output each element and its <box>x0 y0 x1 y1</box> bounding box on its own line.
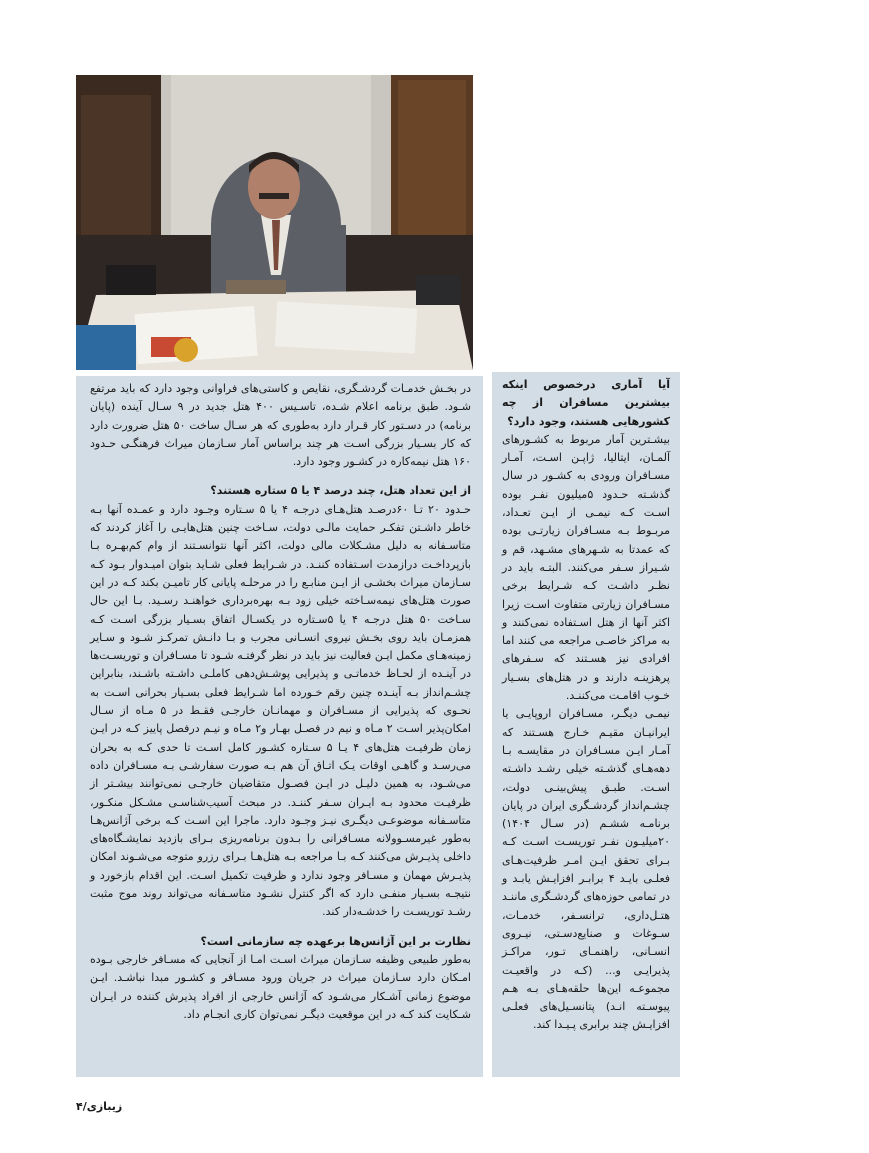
side-paragraph-1: بیشـترین آمار مربوط به کشـورهای آلمـان، ایتالیا، ژاپـن اسـت، آمـار مسـافران ورودی به کشـور در سال گذشـته حـدود ۵میلیون نفـر بوده اسـت کـه نیمـی از ایـن تعـداد، مربـوط بـه مسـافران زیارتـی بوده که عمدتا به شـهرهای مشـهد، قم و شـیراز سـفر می‌کنند. البتـه باید در نظـر داشـت کـه شـرایط برخی مسـافران زیارتی متفاوت اسـت زیرا اکثر آنها از هتل اسـتفاده نمی‌کنند و به مراکز خاصـی مراجعه می کنند اما افرادی نیز هسـتند که سـفرهای پرهزینـه دارند و در هتل‌های بسـیار خـوب اقامـت می‌کننـد. <box>502 432 670 703</box>
main-paragraph-3: به‌طور طبیعی وظیفه سـازمان میراث اسـت امـا از آنجایی که مسـافر خارجی بـوده امـکان دارد سـازمان میراث در جریان ورود مسـافر و کشـور مبدا نباشـد. ایـن موضوع زمانی آشـکار می‌شـود که آژانس خارجی از افراد پذیرش کننده در ایـران شـکایت کند کـه در این موقعیت دیگـر نمی‌توان کاری انجـام داد. <box>90 952 471 1021</box>
main-paragraph-1: در بخـش خدمـات گردشـگری، نقایص و کاستی‌های فراوانی وجود دارد که باید مرتفع شـود. طبق برنامه اعلام شـده، تاسـیس ۴۰۰ هتل جدید در ۹ سـال آینده (پایان برنامه) در دسـتور کار قـرار دارد به‌طوری که هر سـال ساخت ۵۰ هتل ضرورت دارد که کار بسـیار بزرگی اسـت هر چند براساس آمار سـازمان میراث فرهنگـی حـدود ۱۶۰ هتل نیمه‌کاره در کشـور وجود دارد. <box>90 382 471 469</box>
main-paragraph-2: حـدود ۲۰ تـا ۶۰درصـد هتل‌هـای درجـه ۴ یا ۵ سـتاره وجـود دارد و عمـده آنها بـه خاطر داشـتن تفکـر حمایت مالـی دولت، سـاخت چنین هتل‌هایـی را آغاز کردند که متاسـفانه به دلیل مشـکلات مالی دولت، اکثر آنها نتوانسـتند از وام کم‌بهـره بـا بازپرداخـت درازمدت اسـتفاده کننـد. در شـرایط فعلی شـاید بتوان امیـدوار بـود کـه سـازمان میراث بخشـی از ایـن منابـع را در مرحلـه پایانی کار تامیـن بکند کـه در این صورت هتل‌های نیمه‌سـاخته خیلی زود بـه بهره‌برداری خواهنـد رسـید. بـا این حال سـاخت ۵۰ هتل درجـه ۴ یا ۵سـتاره در یکسـال اتفاق بسـیار بزرگی اسـت کـه همزمـان باید روی بخـش نیروی انسـانی مجرب و بـا دانـش تمرکـز شـود و سـایر زمینه‌هـای مکمل ایـن فعالیت نیز باید در نظر گرفتـه شـود تا مسـافران و توریسـت‌ها در آینـده از لحـاظ خدماتـی و پذیرایی پوشـش‌دهی کاملـی داشـته باشـند، بنابراین چشـم‌انداز بـه آینـده چنین رقم خـورده اما شـرایط فعلی بسـیار بحرانی اسـت به نحـوی که پذیرایی از مسـافران و مهمانـان خارجـی فقـط در ۵ مـاه از سـال امکان‌پذیر اسـت ۲ مـاه و نیم در فصـل بهـار و۲ مـاه و نیـم درفصل پاییز کـه در ایـن زمان ظرفیـت هتل‌های ۴ یـا ۵ سـتاره کشـور کامل اسـت تا حدی کـه به بحران می‌رسـد و گاهـی اوقات یـک اتـاق آن هم بـه صورت سفارشـی بـه مسـافران داده می‌شـود، به همین دلیـل در ایـن فصـول متقاضیان خارجـی نمی‌توانند بیشـتر از ظرفیـت محدود بـه ایـران سـفر کننـد. در مبحث آسیب‌شناسـی مشـکل منکـور، متاسـفانه موضوعـی دیگـری نیـز وجـود دارد. ماجرا این اسـت کـه برخی آژانس‌هـا به‌طور غیرمسـوولانه مسـافرانی را بـدون برنامه‌ریزی بـرای بازدید نمایشـگاه‌های داخلی پذیـرش می‌کنند کـه بـا مراجعه بـه هتل‌هـا بـرای رزرو متوجه می‌شـوند امکان پذیـرش مهمان و مسـافر وجود ندارد و ظرفیت تکمیل اسـت. این اقدام بازخورد و نتیجـه بسـیار منفـی دارد که اگر کنترل نشـود متاسـفانه می‌تواند روند موج مثبت رشـد توریسـت را خدشـه‌دار کند. <box>90 502 471 919</box>
main-column <box>76 376 483 1077</box>
question-heading-2: نظارت بر این آژانس‌ها برعهده چه سازمانی است؟ <box>200 934 471 948</box>
side-column <box>492 372 680 1077</box>
office-scene-image <box>76 75 473 370</box>
side-paragraph-2: نیمـی دیگـر، مسـافران اروپایـی یا ایرانیـان مقیـم خـارج هسـتند که آمـار ایـن مسـافران در مقایسـه بـا دهه‌هـای گذشـته خیلی رشـد داشـته اسـت. طبـق پیش‌بینـی دولت، چشـم‌انداز گردشـگری ایران در پایان برنامـه ششـم (در سـال ۱۴۰۴) ۲۰میلیـون نفـر توریسـت اسـت کـه بـرای تحقق ایـن امـر ظرفیت‌هـای فعلـی بایـد ۴ برابـر افزایـش یابـد و در تمامی حوزه‌های گردشـگری ماننـد هتـل‌داری، ترانسـفر، خدمـات، سـوغات و صنایع‌دسـتی، نیـروی انسـانی، راهنمـای تـور، مراکـز پذیرایـی و... (کـه در واقعیـت مجموعـه این‌ها حلقه‌هـای بـه هـم پیوسـته انـد) پتانسـیل‌های فعلـی افزایـش چند برابری پـیـدا کند. <box>502 707 671 1032</box>
question-heading-1: از این تعداد هتل، چند درصد ۴ یا ۵ ستاره هستند؟ <box>210 484 471 498</box>
side-question-heading: آیا آماری درخصوص اینکه بیشترین مسافران از چه کشورهایی هستند، وجود دارد؟ <box>502 378 670 428</box>
interview-photo <box>76 75 473 370</box>
page-number: زیبازی/۴ <box>76 1100 123 1113</box>
